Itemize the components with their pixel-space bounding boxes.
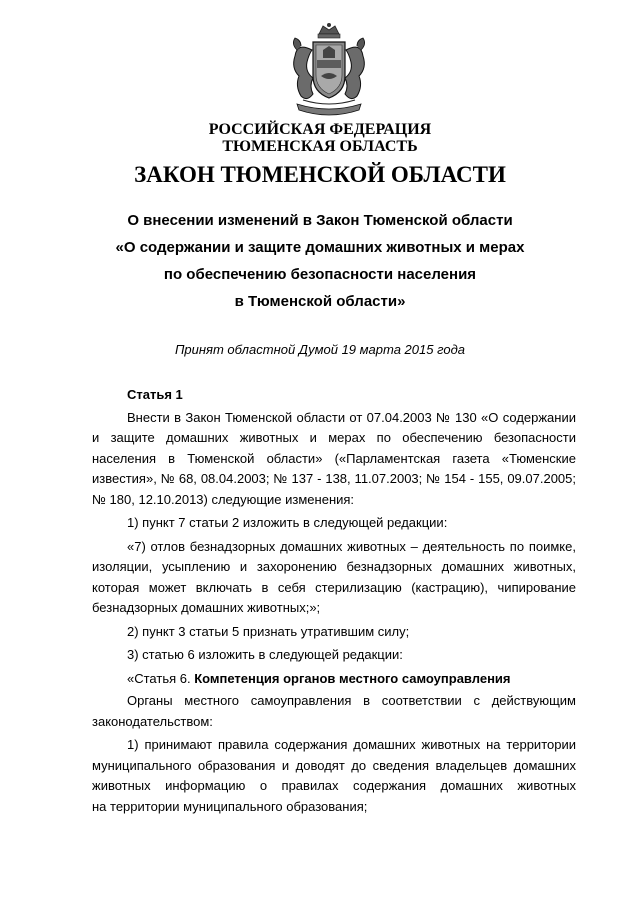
article-heading: Статья 1 bbox=[127, 387, 183, 402]
text-line: населения в Тюменской области» («Парламентская газета «Тюменские bbox=[92, 450, 576, 466]
subject-line: по обеспечению безопасности населения bbox=[163, 266, 477, 283]
coat-of-arms-emblem bbox=[283, 20, 375, 120]
text-line: законодательством: bbox=[92, 713, 213, 729]
article-6-intro bbox=[92, 691, 576, 732]
text-line: Органы местного самоуправления в соответствии с действующим bbox=[127, 693, 576, 708]
federation-heading: РОССИЙСКАЯ ФЕДЕРАЦИЯ bbox=[208, 121, 432, 138]
text-line: известия», № 68, 08.04.2003; № 137 - 138, 11.07.2003; № 154 - 155, 09.07.2005; bbox=[92, 471, 576, 486]
text-line: изоляции, усыплению и захоронению безнадзорных домашних животных, bbox=[92, 559, 576, 574]
law-subject bbox=[0, 207, 640, 315]
article-intro bbox=[92, 408, 576, 511]
subject-line: «О содержании и защите домашних животных и мерах bbox=[115, 239, 525, 256]
text-line: безнадзорных домашних животных;»; bbox=[92, 600, 321, 615]
article-6-heading bbox=[92, 669, 576, 690]
text-line: № 180, 12.10.2013) следующие изменения: bbox=[92, 491, 355, 507]
subject-line: О внесении изменений в Закон Тюменской области bbox=[127, 212, 513, 229]
document-body bbox=[92, 385, 576, 817]
article-6-prefix: «Статья 6. bbox=[127, 670, 195, 686]
text-line: и защите домашних животных и мерах по обеспечению безопасности bbox=[92, 430, 576, 445]
amendment-text bbox=[92, 537, 576, 619]
amendment-item: 2) пункт 3 статьи 5 признать утратившим силу; bbox=[127, 623, 410, 639]
text-line: животных информацию о правилах содержания домашних животных bbox=[92, 778, 576, 793]
subject-line: в Тюменской области» bbox=[234, 293, 406, 310]
article-6-item-1 bbox=[92, 735, 576, 817]
region-heading: ТЮМЕНСКАЯ ОБЛАСТЬ bbox=[222, 138, 418, 155]
adoption-note: Принят областной Думой 19 марта 2015 года bbox=[175, 342, 465, 357]
text-line: которая может включать в себя стерилизацию (кастрацию), чипирование bbox=[92, 579, 576, 595]
text-line: муниципального образования и доводят до сведения владельцев домашних bbox=[92, 757, 576, 773]
text-line: 1) принимают правила содержания домашних животных на территории bbox=[127, 737, 576, 752]
amendment-item: 3) статью 6 изложить в следующей редакции: bbox=[127, 647, 403, 662]
text-line: на территории муниципального образования; bbox=[92, 798, 368, 814]
amendment-item: 1) пункт 7 статьи 2 изложить в следующей редакции: bbox=[127, 515, 448, 530]
text-line: Внести в Закон Тюменской области от 07.04.2003 № 130 «О содержании bbox=[127, 409, 576, 425]
article-6-title: Компетенция органов местного самоуправления bbox=[194, 670, 511, 686]
text-line: «7) отлов безнадзорных домашних животных – деятельность по поимке, bbox=[127, 538, 576, 554]
law-title: ЗАКОН ТЮМЕНСКОЙ ОБЛАСТИ bbox=[134, 162, 506, 187]
